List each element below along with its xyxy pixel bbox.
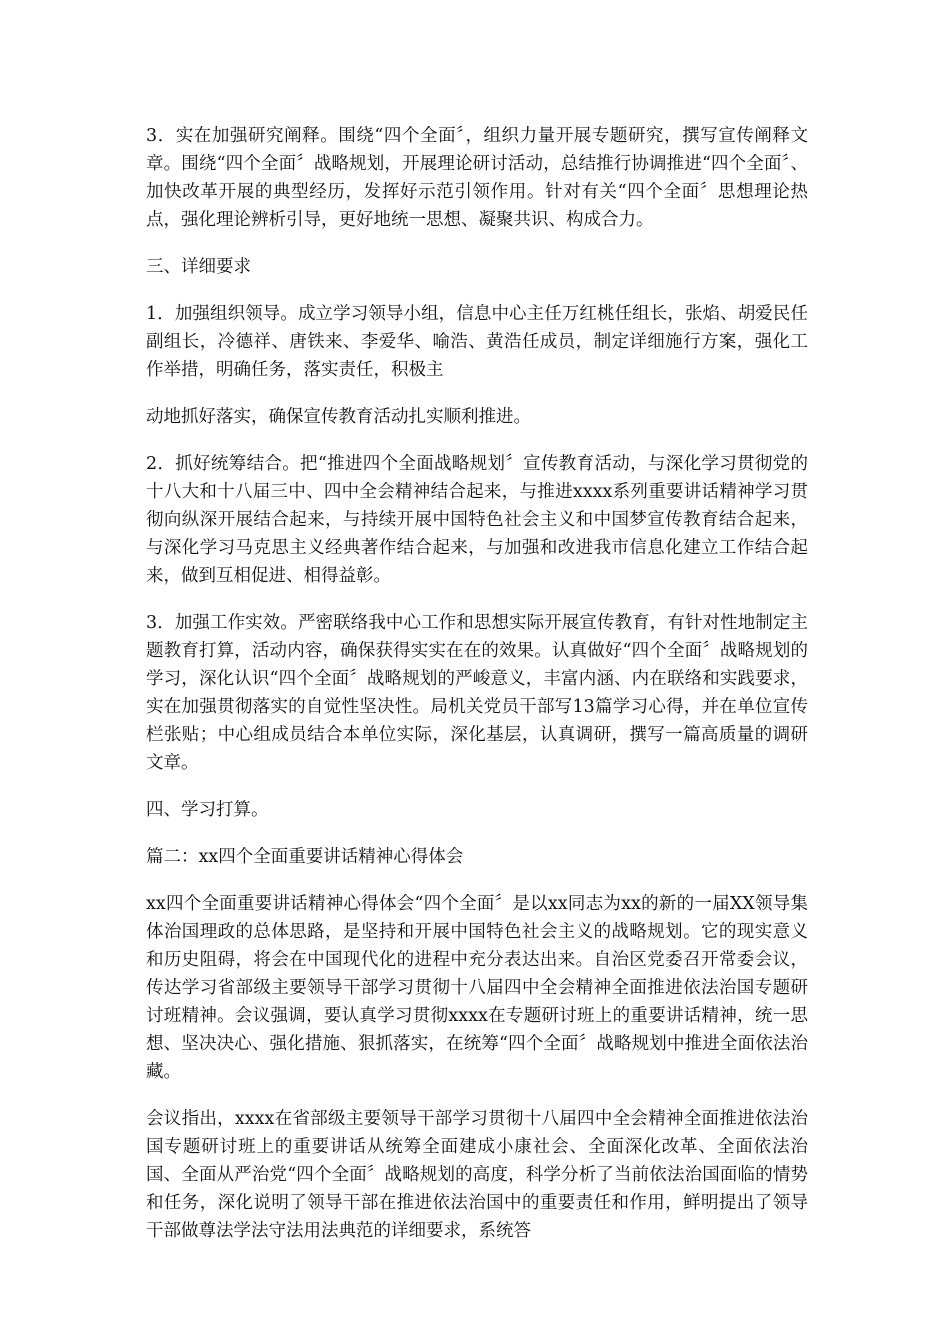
article-title-part-two: 篇二：xx四个全面重要讲话精神心得体会: [146, 847, 464, 867]
paragraph-meeting-points: 会议指出，xxxx在省部级主要领导干部学习贯彻十八届四中全会精神全面推进依法治国专题研讨班上的重要讲话从统筹全面建成小康社会、全面深化改革、全面依法治国、全面从严治党“四个全面〞战略规划的高度，科学分析了当前依法治国面临的情势和任务，深化说明了领导干部在推进依法治国中的重要责任和作用，鲜明提出了领导干部做尊法学法守法用法典范的详细要求，系统答: [146, 1109, 808, 1241]
paragraph-organization-leadership: 1．加强组织领导。成立学习领导小组，信息中心主任万红桃任组长，张焰、胡爱民任副组长，冷德祥、唐铁来、李爱华、喻浩、黄浩任成员，制定详细施行方案，强化工作举措，明确任务，落实责任，积极主: [146, 304, 808, 380]
section-heading-requirements: 三、详细要求: [146, 257, 251, 277]
document-body: [146, 122, 808, 1264]
section-heading-study-plan: 四、学习打算。: [146, 800, 269, 820]
paragraph-four-comprehensives-intro: xx四个全面重要讲话精神心得体会“四个全面〞是以xx同志为xx的新的一届XX领导集体治国理政的总体思路，是坚持和开展中国特色社会主义的战略规划。它的现实意义和历史阻碍，将会在中国现代化的进程中充分表达出来。自治区党委召开常委会议，传达学习省部级主要领导干部学习贯彻十八届四中全会精神全面推进依法治国专题研讨班精神。会议强调，要认真学习贯彻xxxx在专题研讨班上的重要讲话精神，统一思想、坚决决心、强化措施、狠抓落实，在统筹“四个全面〞战略规划中推进全面依法治藏。: [146, 894, 808, 1082]
paragraph-research-interpretation: 3．实在加强研究阐释。围绕“四个全面〞，组织力量开展专题研究，撰写宣传阐释文章。围绕“四个全面〞战略规划，开展理论研讨活动，总结推行协调推进“四个全面〞、加快改革开展的典型经历，发挥好示范引领作用。针对有关“四个全面〞思想理论热点，强化理论辨析引导，更好地统一思想、凝聚共识、构成合力。: [146, 126, 808, 230]
paragraph-overall-coordination: 2．抓好统筹结合。把“推进四个全面战略规划〞宣传教育活动，与深化学习贯彻党的十八大和十八届三中、四中全会精神结合起来，与推进xxxx系列重要讲话精神学习贯彻向纵深开展结合起来，与持续开展中国特色社会主义和中国梦宣传教育结合起来，与深化学习马克思主义经典著作结合起来，与加强和改进我市信息化建立工作结合起来，做到互相促进、相得益彰。: [146, 454, 808, 586]
paragraph-work-effectiveness: 3．加强工作实效。严密联络我中心工作和思想实际开展宣传教育，有针对性地制定主题教育打算，活动内容，确保获得实实在在的效果。认真做好“四个全面〞战略规划的学习，深化认识“四个全面〞战略规划的严峻意义，丰富内涵、内在联络和实践要求，实在加强贯彻落实的自觉性坚决性。局机关党员干部写13篇学习心得，并在单位宣传栏张贴；中心组成员结合本单位实际，深化基层，认真调研，撰写一篇高质量的调研文章。: [146, 613, 808, 773]
paragraph-organization-leadership-continued: 动地抓好落实，确保宣传教育活动扎实顺利推进。: [146, 407, 531, 427]
